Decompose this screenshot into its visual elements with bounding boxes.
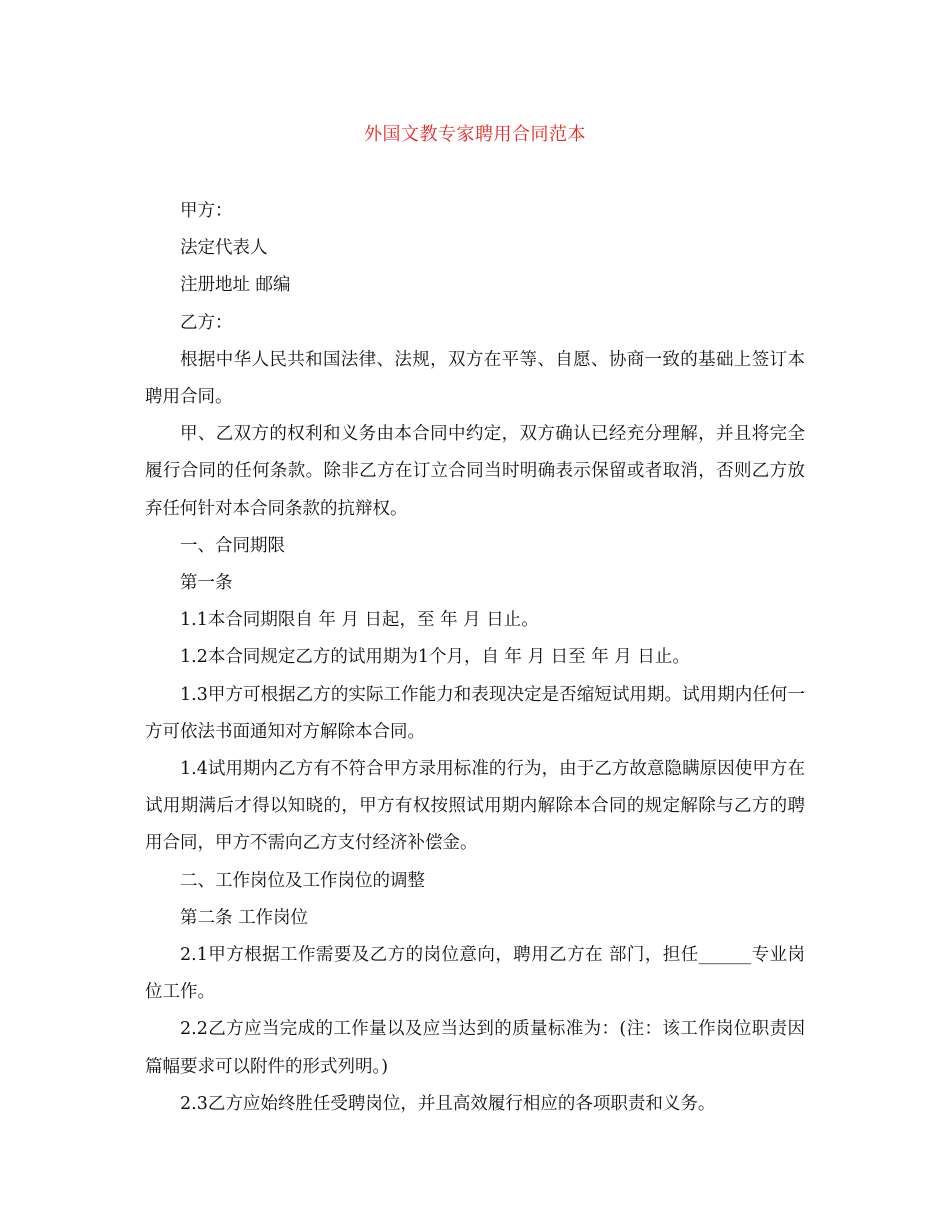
clause-1-2: 1.2本合同规定乙方的试用期为1个月，自 年 月 日至 年 月 日止。 bbox=[180, 647, 690, 668]
party-a-line: 甲方： bbox=[180, 201, 233, 221]
section-heading-position: 二、工作岗位及工作岗位的调整 bbox=[180, 870, 425, 891]
clause-2-2: 2.2乙方应当完成的工作量以及应当达到的质量标准为：(注：该工作岗位职责因篇幅要求可以附件的形式列明。) bbox=[145, 1019, 805, 1077]
section-heading-term: 一、合同期限 bbox=[180, 535, 285, 556]
clause-1-3: 1.3甲方可根据乙方的实际工作能力和表现决定是否缩短试用期。试用期内任何一方可依法书面通知对方解除本合同。 bbox=[145, 684, 805, 742]
article-heading-2: 第二条 工作岗位 bbox=[180, 907, 309, 928]
clause-1-1: 1.1本合同期限自 年 月 日起，至 年 月 日止。 bbox=[180, 610, 539, 631]
document-title: 外国文教专家聘用合同范本 bbox=[364, 124, 586, 145]
preamble-paragraph: 根据中华人民共和国法律、法规，双方在平等、自愿、协商一致的基础上签订本聘用合同。 bbox=[145, 349, 805, 408]
clause-2-3: 2.3乙方应始终胜任受聘岗位，并且高效履行相应的各项职责和义务。 bbox=[180, 1093, 716, 1114]
registered-address-line: 注册地址 邮编 bbox=[180, 275, 291, 296]
clause-1-4: 1.4试用期内乙方有不符合甲方录用标准的行为，由于乙方故意隐瞒原因使甲方在试用期满后才得以知晓的，甲方有权按照试用期内解除本合同的规定解除与乙方的聘用合同，甲方不需向乙方支付经济补偿金。 bbox=[145, 759, 805, 854]
legal-representative-line: 法定代表人 bbox=[180, 238, 268, 259]
article-heading-1: 第一条 bbox=[180, 573, 233, 594]
document-body bbox=[145, 193, 805, 1123]
party-b-line: 乙方： bbox=[180, 312, 233, 333]
clause-2-1: 2.1甲方根据工作需要及乙方的岗位意向，聘用乙方在 部门，担任______专业岗位工作。 bbox=[145, 945, 805, 1003]
rights-obligations-paragraph: 甲、乙双方的权利和义务由本合同中约定，双方确认已经充分理解，并且将完全履行合同的任何条款。除非乙方在订立合同当时明确表示保留或者取消，否则乙方放弃任何针对本合同条款的抗辩权。 bbox=[145, 424, 805, 519]
